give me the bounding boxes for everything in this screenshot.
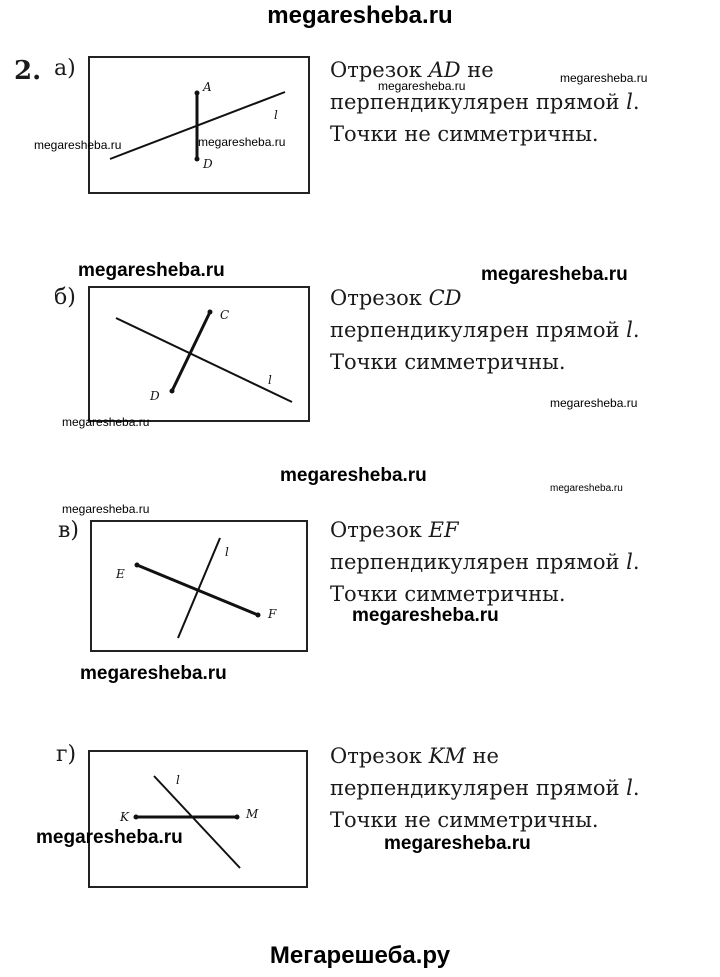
item-b-diagram (90, 288, 308, 420)
item-a-text-end: . (632, 90, 640, 114)
item-d-point-k (134, 815, 139, 820)
item-a-text-sym: Точки не симметричны. (330, 122, 599, 146)
item-d-label-k: K (120, 810, 129, 824)
watermark-big: megaresheba.ru (36, 827, 183, 848)
item-d-label-l: l (176, 773, 180, 787)
item-b-point-c (208, 310, 213, 315)
item-b-segment-cd (172, 312, 210, 391)
item-a-label-d: D (203, 157, 213, 171)
item-b-text-segment-name: CD (428, 286, 462, 310)
item-c-text-perp: перпендикулярен прямой (330, 550, 627, 574)
item-d-text-line: l (626, 776, 633, 800)
item-c-text-end: . (632, 550, 640, 574)
item-c-label: в) (58, 518, 79, 543)
item-d-diagram (90, 752, 306, 886)
item-b-figure (88, 286, 310, 422)
item-c-line-l (178, 538, 220, 638)
item-d-text-not: не (465, 744, 499, 768)
item-a-text-not: не (460, 58, 494, 82)
item-c-segment-ef (137, 565, 258, 615)
watermark-small: megaresheba.ru (378, 79, 466, 93)
item-d-text-perp: перпендикулярен прямой (330, 776, 627, 800)
item-a-text-line: l (626, 90, 633, 114)
item-b-text-perp: перпендикулярен прямой (330, 318, 627, 342)
watermark-big: megaresheba.ru (352, 605, 499, 626)
item-a-label-a: A (203, 80, 212, 94)
item-a-diagram (90, 58, 308, 192)
watermark-small: megaresheba.ru (62, 415, 150, 429)
item-b-description (330, 282, 640, 378)
item-a-label: а) (54, 56, 76, 81)
item-d-text-segment-name: KM (428, 744, 466, 768)
item-b-text-sym: Точки симметричны. (330, 350, 566, 374)
task-number: 2. (14, 56, 42, 86)
item-a-text-segment: Отрезок (330, 58, 429, 82)
watermark-small: megaresheba.ru (62, 502, 150, 516)
item-c-label-f: F (268, 607, 277, 621)
item-d-label-m: M (246, 807, 259, 821)
item-d-text-sym: Точки не симметричны. (330, 808, 599, 832)
item-b-label-l: l (268, 373, 272, 387)
item-c-point-e (135, 563, 140, 568)
item-c-point-f (256, 613, 261, 618)
watermark-small: megaresheba.ru (550, 483, 623, 494)
item-b-point-d (170, 389, 175, 394)
item-d-text-segment: Отрезок (330, 744, 429, 768)
item-d-point-m (235, 815, 240, 820)
watermark-big: megaresheba.ru (481, 264, 628, 285)
item-c-label-e: E (116, 567, 125, 581)
item-b-label: б) (54, 285, 76, 310)
item-a-text-perp: перпендикулярен прямой (330, 90, 627, 114)
watermark-big: megaresheba.ru (78, 260, 225, 281)
item-a-description (330, 54, 640, 150)
item-c-text-sym: Точки симметричны. (330, 582, 566, 606)
watermark-small: megaresheba.ru (34, 138, 122, 152)
item-d-figure (88, 750, 308, 888)
item-d-text-end: . (632, 776, 640, 800)
item-a-label-l: l (274, 108, 278, 122)
item-c-figure (90, 520, 308, 652)
item-b-line-l (116, 318, 292, 402)
item-c-text-line: l (626, 550, 633, 574)
item-d-label: г) (56, 742, 77, 767)
item-a-point-d (195, 157, 200, 162)
item-b-text-end: . (632, 318, 640, 342)
item-c-label-l: l (225, 545, 229, 559)
page-header-title: megaresheba.ru (267, 2, 453, 29)
item-a-text-segment-name: AD (428, 58, 461, 82)
watermark-small: megaresheba.ru (198, 135, 286, 149)
item-c-text-segment: Отрезок (330, 518, 429, 542)
item-b-text-line: l (626, 318, 633, 342)
item-a-point-a (195, 91, 200, 96)
item-c-diagram (92, 522, 306, 650)
item-a-figure (88, 56, 310, 194)
watermark-small: megaresheba.ru (550, 396, 638, 410)
item-d-description (330, 740, 640, 836)
watermark-small: megaresheba.ru (560, 71, 648, 85)
item-b-text-segment: Отрезок (330, 286, 429, 310)
item-d-line-l (154, 776, 240, 868)
item-c-description (330, 514, 640, 610)
item-b-label-c: C (220, 308, 230, 322)
watermark-big: megaresheba.ru (80, 663, 227, 684)
item-c-text-segment-name: EF (428, 518, 459, 542)
item-b-label-d: D (150, 389, 160, 403)
watermark-big: megaresheba.ru (280, 465, 427, 486)
watermark-big: megaresheba.ru (384, 833, 531, 854)
page-footer-text: Мегарешеба.ру (269, 942, 451, 969)
